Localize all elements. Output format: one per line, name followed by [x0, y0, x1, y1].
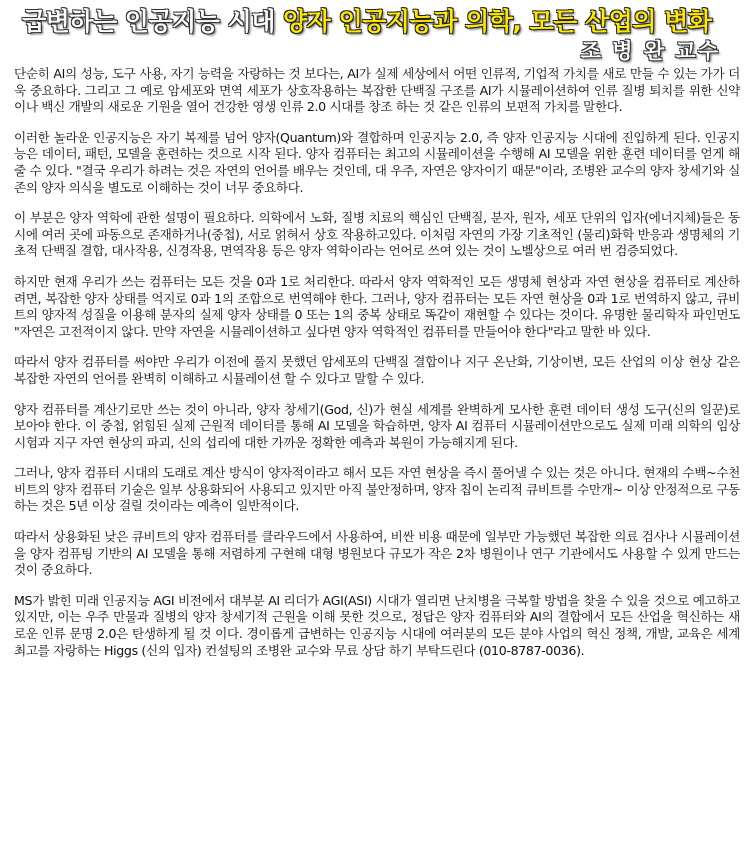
paragraph-3: 이 부분은 양자 역학에 관한 설명이 필요하다. 의학에서 노화, 질병 치료의 핵심인 단백질, 분자, 원자, 세포 단위의 입자(에너지체)들은 동시에 여러 곳에 파동으로 존재하거나(중첩), 서로 얽혀서 상호 작용하고있다. 이처럼 자연의 가장 기초적인 (물리)화학 반응과 생명체의 기초적 단백질 결합, 대사작용, 신경작용, 면역작용 등은 양자 역학이라는 언어로 쓰여 있는 것이 노벨상으로 여러 번 검증되었다.	[14, 210, 740, 259]
paragraph-2: 이러한 놀라운 인공지능은 자기 복제를 넘어 양자(Quantum)와 결합하며 인공지능 2.0, 즉 양자 인공지능 시대에 진입하게 된다. 인공지능은 데이터, 패턴, 모델을 훈련하는 것으로 시작 된다. 양자 컴퓨터는 최고의 시뮬레이션을 수행해 AI 모델을 위한 훈련 데이터를 얻게 해줄 수 있다. "결국 우리가 하려는 것은 자연의 언어를 배우는 것인데, 대 우주, 자연은 양자이기 때문"이라, 조병완 교수의 양자 창세기와 실존의 양자 의식을 별도로 이해하는 것이 너무 중요하다.	[14, 129, 740, 195]
paragraph-8: 따라서 상용화된 낮은 큐비트의 양자 컴퓨터를 클라우드에서 사용하여, 비싼 비용 때문에 일부만 가능했던 복잡한 의료 검사나 시뮬레이션을 양자 컴퓨팅 기반의 AI 모델을 통해 저렴하게 구현해 대형 병원보다 규모가 작은 2차 병원이나 연구 기관에서도 사용할 수 있게 만드는 것이 중요하다.	[14, 529, 740, 578]
paragraph-1: 단순히 AI의 성능, 도구 사용, 자기 능력을 자랑하는 것 보다는, AI가 실제 세상에서 어떤 인류적, 기업적 가치를 새로 만들 수 있는 가가 더욱 중요하다. 그리고 그 예로 암세포와 면역 세포가 상호작용하는 복잡한 단백질 구조를 AI가 시뮬레이션하여 인류 질병 퇴치를 위한 신약 이나 백신 개발의 새로운 기원을 열어 건강한 영생 인류 2.0 시대를 창조 하는 것 같은 인류의 보편적 가치를 말한다.	[14, 66, 740, 115]
paragraph-7: 그러나, 양자 컴퓨터 시대의 도래로 계산 방식이 양자적이라고 해서 모든 자연 현상을 즉시 풀어낼 수 있는 것은 아니다. 현재의 수백~수천 비트의 양자 컴퓨터 기술은 일부 상용화되어 사용되고 있지만 아직 불안정하며, 양자 칩이 논리적 큐비트를 수만개~ 이상 안정적으로 구동하는 것은 5년 이상 걸릴 것이라는 예측이 일반적이다.	[14, 465, 740, 514]
paragraph-4: 하지만 현재 우리가 쓰는 컴퓨터는 모든 것을 0과 1로 처리한다. 따라서 양자 역학적인 모든 생명체 현상과 자연 현상을 컴퓨터로 계산하려면, 복잡한 양자 상태를 억지로 0과 1의 조합으로 번역해야 한다. 그러나, 양자 컴퓨터는 모든 자연 현상을 0과 1로 번역하지 않고, 큐비트의 양자적 성질을 이용해 분자의 실제 양자 상태를 0 또는 1의 중복 상태로 똑같이 재현할 수 있다는 것이다. 유명한 물리학자 파인먼도 "자연은 고전적이지 않다. 만약 자연을 시뮬레이션하고 싶다면 양자 역학적인 컴퓨터를 만들어야 한다"라고 말한 바 있다.	[14, 273, 740, 339]
author-name: 조 병 완 교수	[580, 39, 720, 63]
paragraph-9: MS가 밝힌 미래 인공지능 AGI 비전에서 대부분 AI 리더가 AGI(ASI) 시대가 열리면 난치병을 극복할 방법을 찾을 수 있을 것으로 예고하고 있지만, 이는 우주 만물과 질병의 양자 창세기적 근원을 이해 못한 것으로, 정답은 양자 컴퓨터와 AI의 결합에서 모든 산업을 혁신하는 새로운 인류 문명 2.0은 탄생하게 될 것 이다. 경이롭게 급변하는 인공지능 시대에 여러분의 모든 분야 사업의 혁신 정책, 개발, 교육은 세계 최고를 자랑하는 Higgs (신의 입자) 컨설팅의 조병완 교수와 무료 상담 하기 부탁드린다 (010-8787-0036).	[14, 592, 740, 658]
article-body	[14, 66, 740, 673]
title-part-white: 급변하는 인공지능 시대	[22, 7, 284, 36]
title-part-yellow: 양자 인공지능과 의학, 모든 산업의 변화	[283, 7, 712, 36]
page-title	[22, 4, 742, 40]
paragraph-5: 따라서 양자 컴퓨터를 써야만 우리가 이전에 풀지 못했던 암세포의 단백질 결합이나 지구 온난화, 기상이변, 모든 산업의 이상 현상 같은 복잡한 자연의 언어를 완벽히 이해하고 시뮬레이션 할 수 있다고 말할 수 있다.	[14, 354, 740, 386]
paragraph-6: 양자 컴퓨터를 계산기로만 쓰는 것이 아니라, 양자 창세기(God, 신)가 현실 세계를 완벽하게 모사한 훈련 데이터 생성 도구(신의 일꾼)로 보아야 한다. 이 중첩, 얽힘된 실제 근원적 데이터를 통해 AI 모델을 학습하면, 양자 AI 컴퓨터 시뮬레이션만으로도 실제 미래 의학의 임상 시험과 지구 자연 현상의 파괴, 신의 섭리에 대한 가까운 정확한 예측과 복원이 가능해지게 된다.	[14, 401, 740, 450]
